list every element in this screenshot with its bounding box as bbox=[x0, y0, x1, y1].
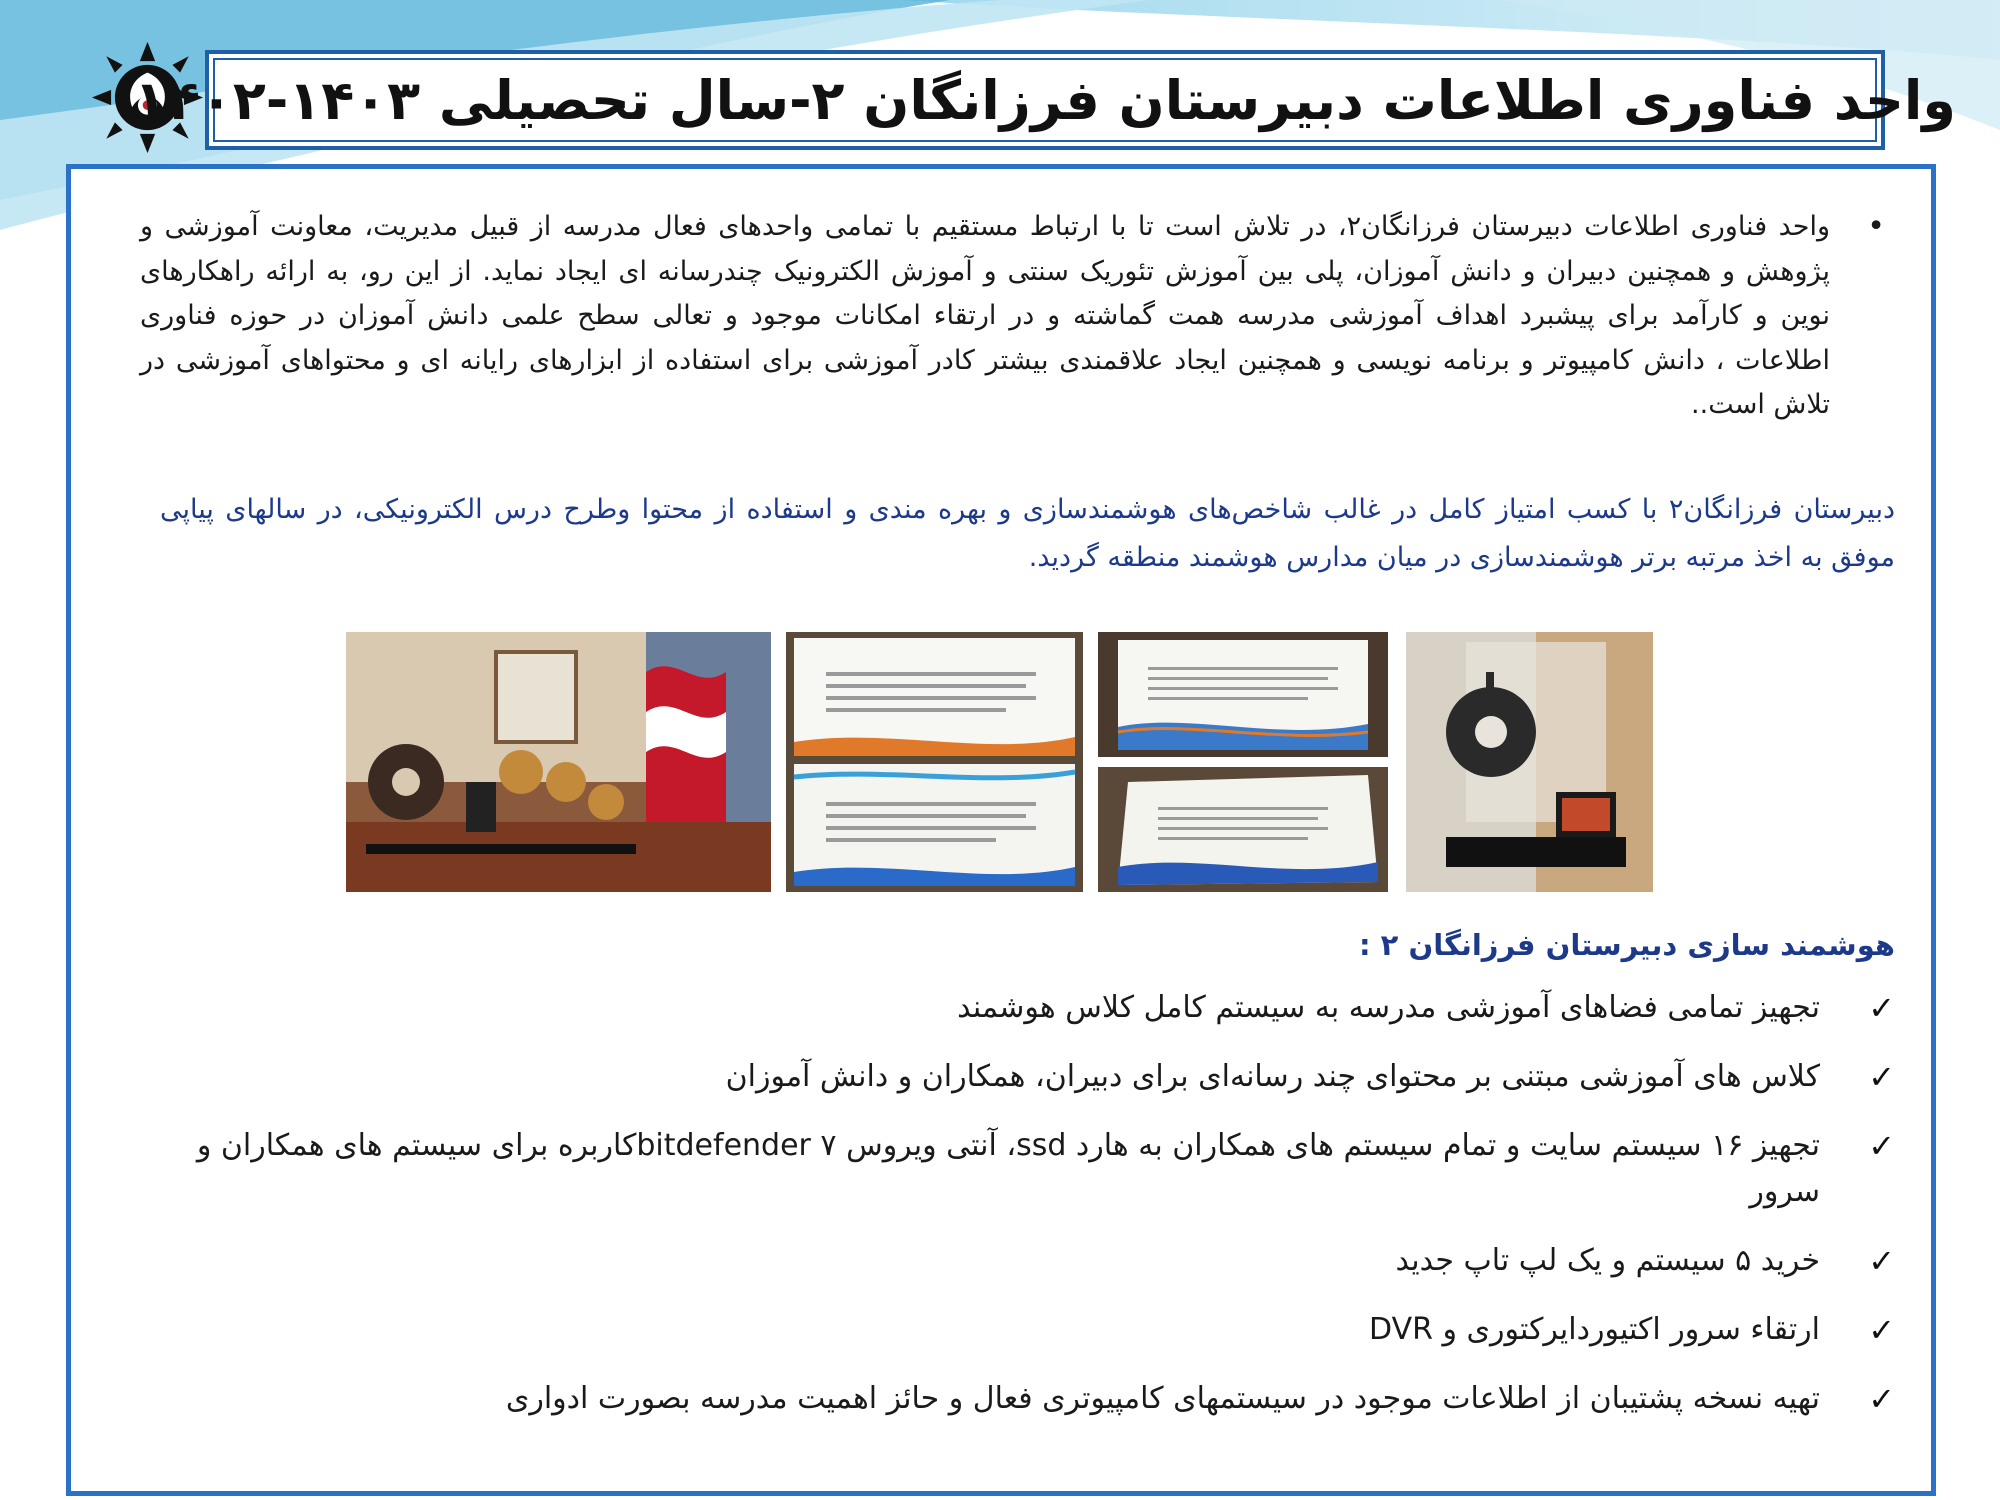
list-item-text: تهیه نسخه پشتیبان از اطلاعات موجود در سیستمهای کامپیوتری فعال و حائز اهمیت مدرسه بصورت ادواری bbox=[505, 1381, 1820, 1416]
list-item bbox=[195, 1054, 1895, 1100]
certificate-photo-bottom bbox=[1098, 767, 1388, 892]
award-trophy-photo bbox=[1406, 632, 1653, 892]
intro-paragraph bbox=[140, 205, 1885, 428]
intro-text: واحد فناوری اطلاعات دبیرستان فرزانگان۲، در تلاش است تا با ارتباط مستقیم با تمامی واحدهای فعال مدرسه از قبیل مدیریت، معاونت آموزشی و پژوهش و همچنین دبیران و دانش آموزان، پلی بین آموزش تئوریک سنتی و آموزش الکترونیک چندرسانه ای ایجاد نماید. از این رو، به ارائه راهکارهای نوین و کارآمد برای پیشبرد اهداف آموزشی مدرسه همت گماشته و در ارتقاء امکانات موجود و تعالی سطح علمی دانش آموزان در حوزه فناوری اطلاعات ، دانش کامپیوتر و برنامه نویسی و همچنین ایجاد علاقمندی بیشتر کادر آموزشی برای استفاده از ابزارهای رایانه ای و محتواهای آموزشی در تلاش است.. bbox=[140, 211, 1830, 420]
certificates-photo bbox=[786, 632, 1083, 892]
list-item bbox=[195, 1123, 1895, 1215]
checkmark-icon: ✓ bbox=[1868, 1127, 1895, 1165]
list-item-text: تجهیز تمامی فضاهای آموزشی مدرسه به سیستم کامل کلاس هوشمند bbox=[957, 990, 1820, 1025]
page-title: واحد فناوری اطلاعات دبیرستان فرزانگان ۲-سال تحصیلی ۱۴۰۳-۱۴۰۲ bbox=[134, 68, 1956, 132]
list-item-text: خرید ۵ سیستم و یک لپ تاپ جدید bbox=[1395, 1243, 1820, 1278]
list-item bbox=[195, 985, 1895, 1031]
smart-features-list bbox=[195, 985, 1895, 1445]
checkmark-icon: ✓ bbox=[1868, 989, 1895, 1027]
list-item bbox=[195, 1307, 1895, 1353]
title-banner bbox=[134, 50, 1956, 150]
list-item bbox=[195, 1238, 1895, 1284]
bullet-icon: • bbox=[1867, 209, 1885, 244]
trophies-photo bbox=[346, 632, 771, 892]
checkmark-icon: ✓ bbox=[1868, 1058, 1895, 1096]
certificate-photo-top bbox=[1098, 632, 1388, 757]
list-item bbox=[195, 1376, 1895, 1422]
checkmark-icon: ✓ bbox=[1868, 1380, 1895, 1418]
list-item-text: کلاس های آموزشی مبتنی بر محتوای چند رسانه‌ای برای دبیران، همکاران و دانش آموزان bbox=[725, 1059, 1820, 1094]
list-item-text: تجهیز ۱۶ سیستم سایت و تمام سیستم های همکاران به هارد ssd، آنتی ویروس bitdefender ۷کاربره برای سیستم های همکاران و سرور bbox=[196, 1128, 1820, 1209]
checkmark-icon: ✓ bbox=[1868, 1311, 1895, 1349]
smart-section-heading: هوشمند سازی دبیرستان فرزانگان ۲ : bbox=[1358, 928, 1895, 962]
checkmark-icon: ✓ bbox=[1868, 1242, 1895, 1280]
summary-paragraph: دبیرستان فرزانگان۲ با کسب امتیاز کامل در غالب شاخص‌های هوشمندسازی و بهره مندی و استفاده از محتوا وطرح درس الکترونیکی، در سالهای پیاپی موفق به اخذ مرتبه برتر هوشمندسازی در میان مدارس هوشمند منطقه گردید. bbox=[160, 494, 1895, 573]
list-item-text: ارتقاء سرور اکتیوردایرکتوری و DVR bbox=[1369, 1312, 1820, 1347]
